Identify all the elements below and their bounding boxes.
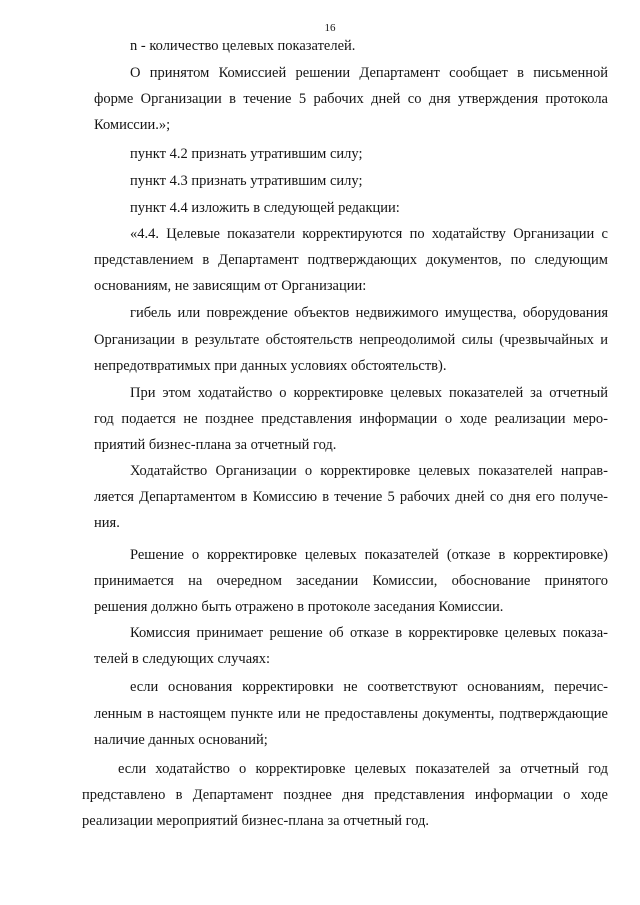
text-line: представлением в Департамент подтверждающих документов, по следующим: [94, 252, 608, 268]
text-line: «4.4. Целевые показатели корректируются по ходатайству Организации с: [130, 226, 608, 242]
text-line: пункт 4.3 признать утратившим силу;: [130, 173, 363, 189]
text-line: Ходатайство Организации о корректировке целевых показателей направ-: [130, 463, 608, 479]
text-line: Комиссия принимает решение об отказе в корректировке целевых показа-: [130, 625, 608, 641]
text-line: гибель или повреждение объектов недвижимого имущества, оборудования: [130, 305, 608, 321]
text-line: Решение о корректировке целевых показателей (отказе в корректировке): [130, 547, 608, 563]
text-line: ленным в настоящем пункте или не предоставлены документы, подтверждающие: [94, 706, 608, 722]
page-number: 16: [324, 22, 336, 34]
text-line: n - количество целевых показателей.: [130, 38, 356, 54]
text-line: телей в следующих случаях:: [94, 651, 271, 667]
text-line: При этом ходатайство о корректировке целевых показателей за отчетный: [130, 385, 608, 401]
text-line: ния.: [94, 515, 120, 531]
text-line: представлено в Департамент позднее дня представления информации о ходе: [82, 787, 608, 803]
text-line: О принятом Комиссией решении Департамент сообщает в письменной: [130, 65, 608, 81]
text-line: форме Организации в течение 5 рабочих дней со дня утверждения протокола: [94, 91, 608, 107]
text-line: реализации мероприятий бизнес-плана за отчетный год.: [82, 813, 430, 829]
text-line: приятий бизнес-плана за отчетный год.: [94, 437, 337, 453]
text-line: если ходатайство о корректировке целевых показателей за отчетный год: [118, 761, 608, 777]
text-line: Комиссии.»;: [94, 117, 171, 133]
text-line: принимается на очередном заседании Комиссии, обоснование принятого: [94, 573, 608, 589]
text-line: пункт 4.2 признать утратившим силу;: [130, 146, 363, 162]
text-line: наличие данных оснований;: [94, 732, 268, 748]
text-line: год подается не позднее представления информации о ходе реализации меро-: [94, 411, 608, 427]
text-line: пункт 4.4 изложить в следующей редакции:: [130, 200, 400, 216]
text-line: ляется Департаментом в Комиссию в течение 5 рабочих дней со дня его получе-: [94, 489, 608, 505]
text-line: непредотвратимых при данных условиях обстоятельств).: [94, 358, 447, 374]
text-line: основаниям, не зависящим от Организации:: [94, 278, 367, 294]
text-line: Организации в результате обстоятельств непреодолимой силы (чрезвычайных и: [94, 332, 608, 348]
text-line: если основания корректировки не соответствуют основаниям, перечис-: [130, 679, 608, 695]
text-line: решения должно быть отражено в протоколе заседания Комиссии.: [94, 599, 504, 615]
